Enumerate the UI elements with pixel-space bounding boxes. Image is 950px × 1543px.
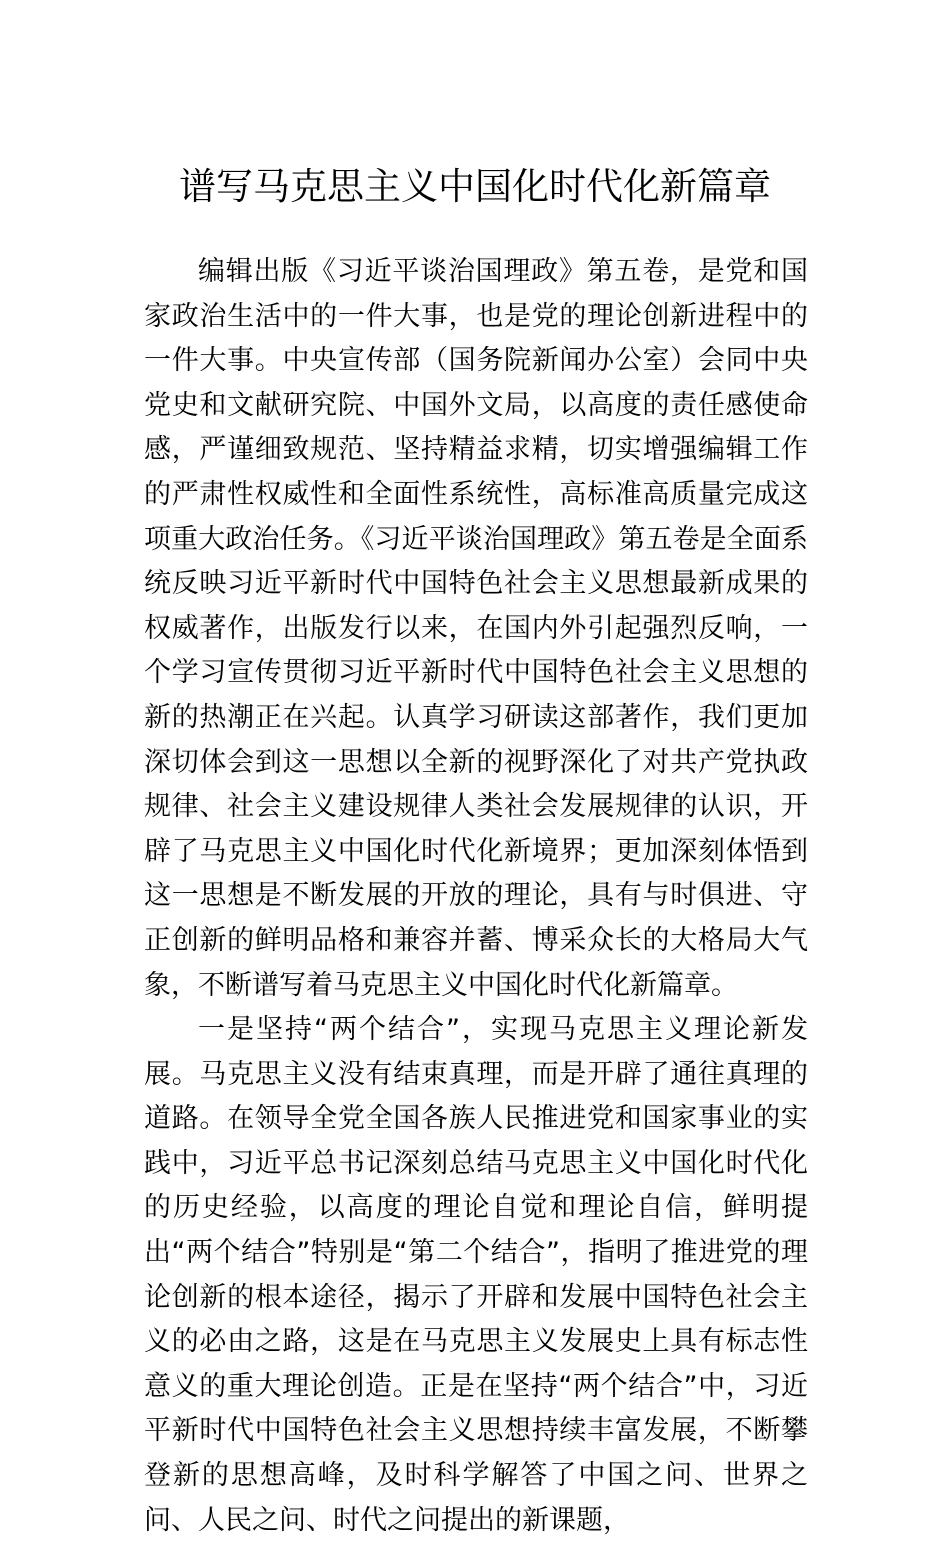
paragraph-two-combinations: 一是坚持“两个结合”，实现马克思主义理论新发展。马克思主义没有结束真理，而是开辟了通往真理的道路。在领导全党全国各族人民推进党和国家事业的实践中，习近平总书记深刻总结马克思主义中国化时代化的历史经验，以高度的理论自觉和理论自信，鲜明提出“两个结合”特别是“第二个结合”，指明了推进党的理论创新的根本途径，揭示了开辟和发展中国特色社会主义的必由之路，这是在马克思主义发展史上具有标志性意义的重大理论创造。正是在坚持“两个结合”中，习近平新时代中国特色社会主义思想持续丰富发展，不断攀登新的思想高峰，及时科学解答了中国之问、世界之问、人民之问、时代之问提出的新课题， [144, 1014, 808, 1536]
document-title: 谱写马克思主义中国化时代化新篇章 [179, 165, 771, 208]
document-body [144, 250, 808, 1543]
paragraph-intro: 编辑出版《习近平谈治国理政》第五卷，是党和国家政治生活中的一件大事，也是党的理论创新进程中的一件大事。中央宣传部（国务院新闻办公室）会同中央党史和文献研究院、中国外文局，以高度的责任感使命感，严谨细致规范、坚持精益求精，切实增强编辑工作的严肃性权威性和全面性系统性，高标准高质量完成这项重大政治任务。《习近平谈治国理政》第五卷是全面系统反映习近平新时代中国特色社会主义思想最新成果的权威著作，出版发行以来，在国内外引起强烈反响，一个学习宣传贯彻习近平新时代中国特色社会主义思想的新的热潮正在兴起。认真学习研读这部著作，我们更加深切体会到这一思想以全新的视野深化了对共产党执政规律、社会主义建设规律人类社会发展规律的认识，开辟了马克思主义中国化时代化新境界；更加深刻体悟到这一思想是不断发展的开放的理论，具有与时俱进、守正创新的鲜明品格和兼容并蓄、博采众长的大格局大气象，不断谱写着马克思主义中国化时代化新篇章。 [144, 256, 808, 1001]
